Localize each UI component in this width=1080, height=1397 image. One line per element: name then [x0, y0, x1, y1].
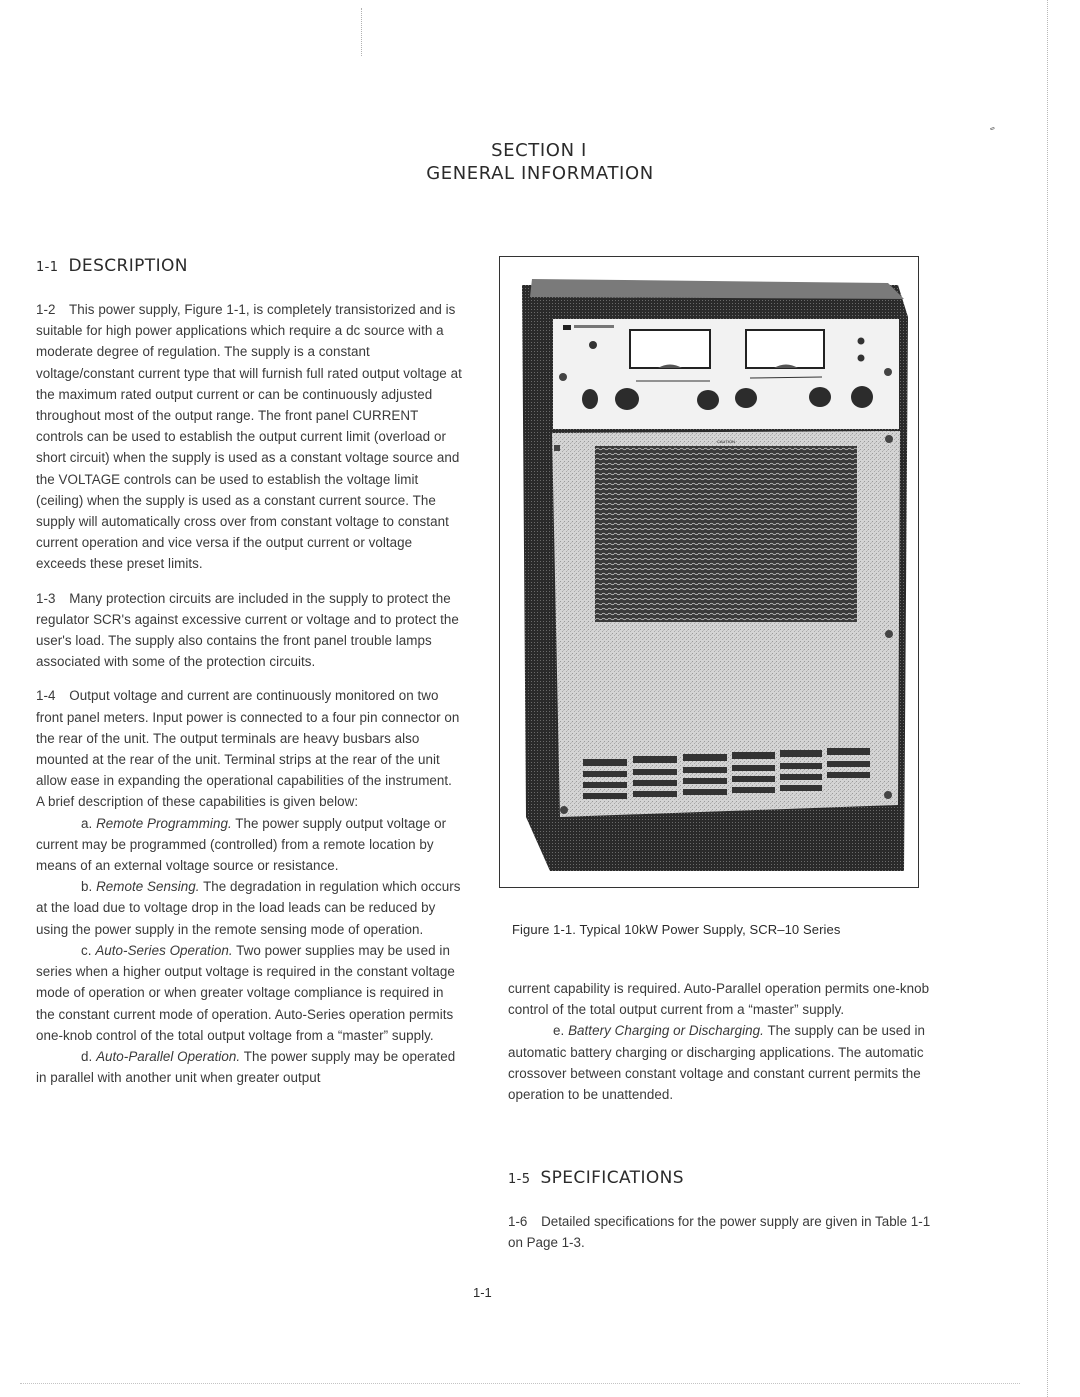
- indicator-lamp-icon: [858, 338, 865, 345]
- specifications-heading: [508, 1168, 684, 1188]
- panel-label: [574, 325, 614, 328]
- right-column: [508, 978, 933, 1105]
- capability-c: [36, 940, 462, 1046]
- paragraph-text: Many protection circuits are included in the supply to protect the regulator SCR's against excessive current or voltage and to protect the user's load. The supply also contains the front panel trouble lamps associated with some of the protection circuits.: [36, 590, 459, 670]
- paragraph-1-3: [36, 588, 462, 673]
- left-column: [36, 299, 462, 1088]
- item-text: The degradation in regulation which occurs at the load due to voltage drop in the load leads can be reduced by using the power supply in the remote sensing mode of operation.: [36, 879, 461, 937]
- paragraph-text: Detailed specifications for the power supply are given in Table 1-1 on Page 1-3.: [508, 1214, 931, 1251]
- paragraph-text: Output voltage and current are continuously monitored on two front panel meters. Input power is connected to a four pin connector on the rear of the unit. The output terminals are heavy busbars also mounted at the rear of the unit. Terminal strips at the rear of the unit allow ease in expanding the operational capabilities of the instrument. A brief description of these capabilities is given below:: [36, 688, 460, 810]
- item-letter: c.: [81, 942, 92, 958]
- item-text: The supply can be used in automatic battery charging or discharging applications. The automatic crossover between constant voltage and constant current permits the operation to be unattended.: [508, 1023, 926, 1103]
- indicator-lamp-icon: [858, 355, 865, 362]
- knob-icon: [697, 390, 719, 410]
- paragraph-number: 1-4: [36, 688, 56, 704]
- section-title: GENERAL INFORMATION: [426, 163, 654, 184]
- brand-logo-icon: [563, 325, 571, 330]
- paragraph-number: 1-3: [36, 590, 56, 606]
- panel-screw-icon: [884, 368, 892, 376]
- paragraph-number: 1-6: [508, 1214, 528, 1229]
- capability-d-continued: current capability is required. Auto-Parallel operation permits one-knob control of the total output current from a “master” supply.: [508, 981, 930, 1018]
- knob-icon: [615, 388, 639, 410]
- capability-a: [36, 813, 462, 877]
- scan-bottom-artifact: [20, 1383, 1020, 1385]
- scan-top-artifact: [361, 8, 363, 56]
- voltage-meter: [630, 330, 710, 368]
- item-title: Remote Programming.: [96, 815, 232, 831]
- item-title: Auto-Parallel Operation.: [96, 1048, 241, 1064]
- item-text: Two power supplies may be used in series when a higher output voltage is required in the constant voltage mode of operation or when greater voltage compliance is required in the constant current mode of operation. Auto-Series operation permits one-knob control of the total output voltage from a “master” supply.: [36, 942, 455, 1043]
- control-panel: [553, 319, 899, 429]
- paragraph-number: 1-2: [36, 302, 56, 317]
- paragraph-1-2: [36, 299, 462, 575]
- panel-screw-icon: [559, 373, 567, 381]
- heading-number: 1-5: [508, 1172, 531, 1187]
- item-letter: a.: [81, 815, 93, 831]
- capability-b: [36, 876, 462, 940]
- item-title: Auto-Series Operation.: [95, 942, 233, 958]
- current-meter: [746, 330, 824, 368]
- item-title: Remote Sensing.: [96, 879, 200, 895]
- power-switch: [582, 389, 598, 409]
- capability-d: [36, 1046, 462, 1088]
- description-heading: [36, 256, 188, 276]
- section-number: SECTION I: [491, 140, 587, 161]
- item-letter: e.: [553, 1023, 565, 1039]
- scan-corner-mark: ⁼: [988, 124, 998, 138]
- item-letter: d.: [81, 1048, 93, 1064]
- panel-screw-icon: [885, 630, 893, 638]
- paragraph-1-6: [508, 1211, 933, 1253]
- caution-label: CAUTION: [717, 439, 735, 444]
- paragraph-text: This power supply, Figure 1-1, is completely transistorized and is suitable for high power applications which require a dc source with a moderate degree of regulation. The supply is a constant voltage/constant current type that will furnish full rated output voltage at the maximum rated output current or can be continuously adjusted throughout most of the output range. The front panel CURRENT controls can be used to establish the output current limit (overload or short circuit) when the supply is used as a constant voltage source and the VOLTAGE controls can be used to establish the voltage limit (ceiling) when the supply is used as a constant current source. The supply will automatically cross over from constant voltage to constant current operation and vice versa if the output current or voltage exceeds these preset limits.: [36, 302, 462, 572]
- item-text: The power supply output voltage or current may be programmed (controlled) from a remote location by means of an external voltage source or resistance.: [36, 815, 447, 874]
- heading-text: DESCRIPTION: [68, 256, 188, 276]
- item-letter: b.: [81, 879, 93, 895]
- indicator-lamp-icon: [589, 341, 597, 349]
- panel-screw-icon: [884, 791, 892, 799]
- scan-edge-line: [1047, 0, 1049, 1397]
- panel-screw-icon: [885, 435, 893, 443]
- heading-text: SPECIFICATIONS: [540, 1168, 684, 1188]
- knob-icon: [851, 386, 873, 408]
- ventilation-grille: [595, 446, 857, 622]
- cabinet-top: [530, 279, 904, 299]
- power-supply-photo: [500, 257, 918, 887]
- figure-1-1: [499, 256, 919, 888]
- heading-number: 1-1: [36, 260, 59, 275]
- panel-screw-icon: [554, 445, 560, 451]
- page-number: 1-1: [473, 1285, 492, 1300]
- paragraph-1-4: [36, 685, 462, 812]
- item-title: Battery Charging or Discharging.: [568, 1023, 764, 1039]
- panel-screw-icon: [560, 806, 568, 814]
- knob-icon: [735, 388, 757, 408]
- item-text: The power supply may be operated in parallel with another unit when greater output: [36, 1048, 456, 1086]
- capability-e: [508, 1020, 933, 1105]
- knob-icon: [809, 387, 831, 407]
- figure-caption: Figure 1-1. Typical 10kW Power Supply, SCR–10 Series: [512, 922, 841, 937]
